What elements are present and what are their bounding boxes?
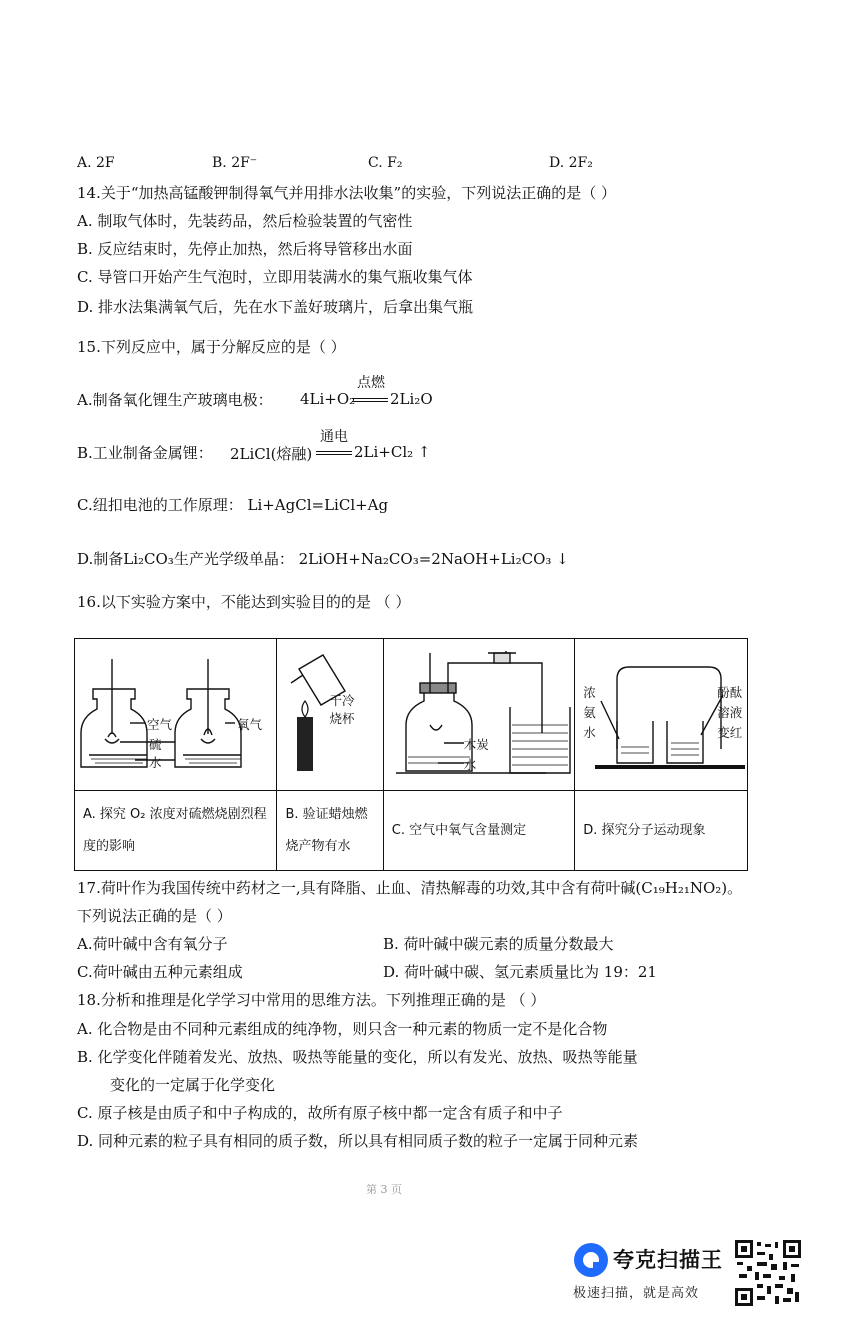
q15-b-condition: 通电 bbox=[320, 429, 348, 445]
q16-figure-b bbox=[277, 639, 383, 791]
q14-option-a: A. 制取气体时，先装药品，然后检验装置的气密性 bbox=[77, 212, 413, 230]
q15-a-reactants: 4Li+O₂ bbox=[300, 390, 356, 408]
q15-a-equals-sign bbox=[352, 398, 388, 402]
q17-option-c: C.荷叶碱由五种元素组成 bbox=[77, 963, 243, 981]
label-air: 空气 bbox=[147, 717, 173, 732]
q15-option-c: C.纽扣电池的工作原理： Li+AgCl=LiCl+Ag bbox=[77, 496, 389, 514]
q14-option-c: C. 导管口开始产生气泡时，立即用装满水的集气瓶收集气体 bbox=[77, 268, 473, 286]
q18-option-c: C. 原子核是由质子和中子构成的，故所有原子核中都一定含有质子和中子 bbox=[77, 1104, 563, 1122]
q15-a-condition: 点燃 bbox=[357, 375, 385, 391]
page-number: 第 3 页 bbox=[366, 1183, 402, 1196]
oxygen-content-apparatus bbox=[384, 639, 576, 791]
q16-figure-c bbox=[383, 639, 575, 791]
scanner-logo-icon bbox=[571, 1240, 611, 1280]
q18-option-b-cont: 变化的一定属于化学变化 bbox=[110, 1076, 276, 1094]
label-conc: 浓 bbox=[583, 685, 596, 700]
q13-option-d: D. 2F₂ bbox=[549, 155, 593, 171]
q18-option-b: B. 化学变化伴随着发光、放热、吸热等能量的变化，所以有发光、放热、吸热等能量 bbox=[77, 1048, 638, 1066]
label-water: 水 bbox=[149, 755, 162, 770]
label-beaker: 烧杯 bbox=[329, 711, 355, 726]
q16-caption-d: D. 探究分子运动现象 bbox=[575, 791, 748, 871]
label-sulfur: 硫 bbox=[149, 737, 162, 752]
label-solution: 溶液 bbox=[717, 705, 743, 720]
label-ammonia: 氨 bbox=[583, 705, 596, 720]
label-charcoal: 木炭 bbox=[463, 737, 489, 752]
q17-option-b: B. 荷叶碱中碳元素的质量分数最大 bbox=[383, 935, 614, 953]
scanner-watermark bbox=[569, 1240, 867, 1310]
q17-stem-2: 下列说法正确的是（ ） bbox=[77, 907, 232, 925]
label-phenol: 酚酞 bbox=[717, 685, 743, 700]
q14-option-d: D. 排水法集满氧气后，先在水下盖好玻璃片，后拿出集气瓶 bbox=[77, 298, 474, 316]
q15-b-reactants: 2LiCl(熔融) bbox=[230, 445, 313, 463]
q15-option-a-label: A.制备氧化锂生产玻璃电极： bbox=[77, 391, 273, 409]
q18-option-d: D. 同种元素的粒子具有相同的质子数，所以具有相同质子数的粒子一定属于同种元素 bbox=[77, 1132, 639, 1150]
qr-code-icon bbox=[735, 1240, 801, 1306]
q13-option-b: B. 2F⁻ bbox=[212, 155, 258, 171]
q14-stem: 14.关于“加热高锰酸钾制得氧气并用排水法收集”的实验，下列说法正确的是（ ） bbox=[77, 184, 616, 202]
q16-caption-c: C. 空气中氧气含量测定 bbox=[383, 791, 575, 871]
q15-stem: 15.下列反应中，属于分解反应的是（ ） bbox=[77, 338, 346, 356]
q17-option-d: D. 荷叶碱中碳、氢元素质量比为 19：21 bbox=[383, 963, 657, 981]
label-oxygen: 氧气 bbox=[237, 717, 263, 732]
label-turn-red: 变红 bbox=[717, 725, 743, 740]
q17-stem: 17.荷叶作为我国传统中药材之一,具有降脂、止血、清热解毒的功效,其中含有荷叶碱(C₁₉H₂₁NO₂)。 bbox=[77, 879, 743, 897]
label-ammonia-water: 水 bbox=[583, 725, 596, 740]
brand-tagline: 极速扫描，就是高效 bbox=[573, 1286, 700, 1301]
label-dry-cold: 干冷 bbox=[329, 693, 355, 708]
q15-a-products: 2Li₂O bbox=[390, 390, 433, 408]
q13-option-c: C. F₂ bbox=[368, 155, 403, 171]
q16-figure-d bbox=[575, 639, 748, 791]
q13-option-a: A. 2F bbox=[77, 155, 115, 171]
q15-option-d: D.制备Li₂CO₃生产光学级单晶： 2LiOH+Na₂CO₃=2NaOH+Li₂CO₃ ↓ bbox=[77, 550, 569, 568]
brand-name: 夸克扫描王 bbox=[613, 1248, 723, 1272]
q16-caption-a: A. 探究 O₂ 浓度对硫燃烧剧烈程度的影响 bbox=[75, 791, 277, 871]
q14-option-b: B. 反应结束时，先停止加热，然后将导管移出水面 bbox=[77, 240, 413, 258]
q16-experiment-table bbox=[74, 638, 748, 871]
q15-b-products: 2Li+Cl₂ ↑ bbox=[354, 443, 431, 461]
q17-option-a: A.荷叶碱中含有氧分子 bbox=[77, 935, 228, 953]
q16-stem: 16.以下实验方案中，不能达到实验目的的是 （ ） bbox=[77, 593, 411, 611]
label-water-c: 水 bbox=[463, 757, 477, 772]
q16-caption-b: B. 验证蜡烛燃烧产物有水 bbox=[277, 791, 383, 871]
q18-stem: 18.分析和推理是化学学习中常用的思维方法。下列推理正确的是 （ ） bbox=[77, 991, 546, 1009]
q16-figure-a bbox=[75, 639, 277, 791]
q18-option-a: A. 化合物是由不同种元素组成的纯净物，则只含一种元素的物质一定不是化合物 bbox=[77, 1020, 608, 1038]
q15-b-equals-sign bbox=[316, 451, 352, 455]
q15-option-b-label: B.工业制备金属锂： bbox=[77, 444, 213, 462]
